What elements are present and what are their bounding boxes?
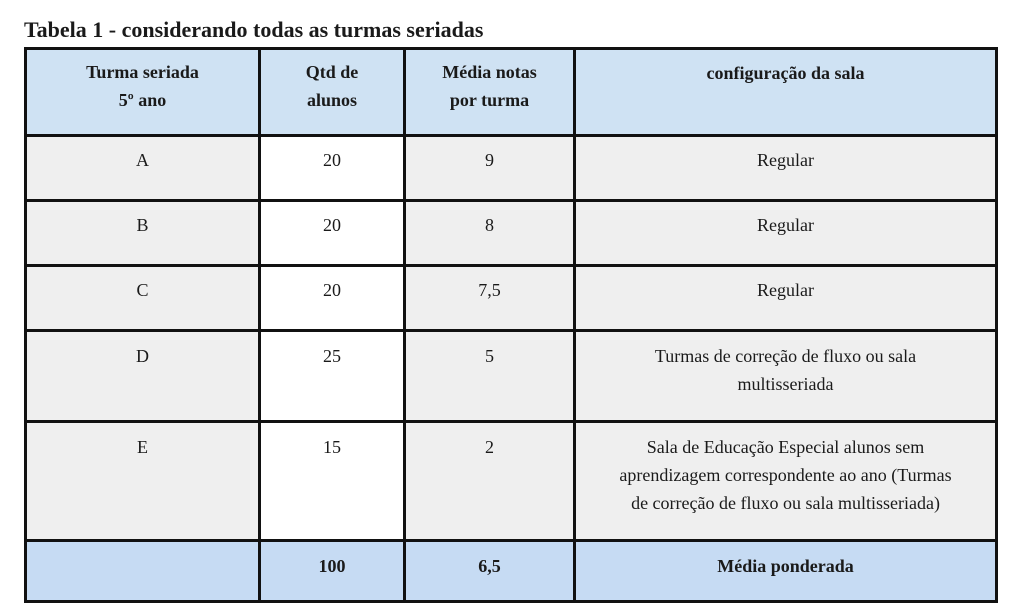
header-media-line2: por turma bbox=[449, 90, 530, 110]
cell-config-line2: multisseriada bbox=[737, 374, 834, 394]
table-caption: Tabela 1 - considerando todas as turmas seriadas bbox=[24, 17, 484, 42]
header-qtd-line1: Qtd de bbox=[305, 62, 359, 82]
cell-config: Regular bbox=[575, 266, 997, 331]
table-row-b bbox=[26, 201, 997, 266]
cell-media: 2 bbox=[405, 422, 575, 541]
cell-config-line2: aprendizagem correspondente ao ano (Turmas bbox=[619, 465, 952, 485]
cell-media: 5 bbox=[405, 331, 575, 422]
cell-qtd: 15 bbox=[260, 422, 405, 541]
table-header-row bbox=[26, 49, 997, 136]
cell-media: 7,5 bbox=[405, 266, 575, 331]
cell-config bbox=[575, 422, 997, 541]
table-row-a bbox=[26, 136, 997, 201]
header-turma-line1: Turma seriada bbox=[86, 62, 199, 82]
cell-qtd: 20 bbox=[260, 136, 405, 201]
cell-media: 9 bbox=[405, 136, 575, 201]
cell-turma: C bbox=[26, 266, 260, 331]
total-qtd: 100 bbox=[260, 541, 405, 602]
cell-config: Regular bbox=[575, 136, 997, 201]
header-configuracao-sala: configuração da sala bbox=[575, 49, 997, 136]
cell-config-line3: de correção de fluxo ou sala multisseriada) bbox=[631, 493, 940, 513]
cell-config-line1: Turmas de correção de fluxo ou sala bbox=[654, 346, 917, 366]
cell-turma: E bbox=[26, 422, 260, 541]
header-media-notas bbox=[405, 49, 575, 136]
total-turma bbox=[26, 541, 260, 602]
total-label: Média ponderada bbox=[575, 541, 997, 602]
cell-config: Regular bbox=[575, 201, 997, 266]
header-media-line1: Média notas bbox=[442, 62, 537, 82]
header-qtd-line2: alunos bbox=[306, 90, 358, 110]
cell-qtd: 25 bbox=[260, 331, 405, 422]
table-total-row bbox=[26, 541, 997, 602]
table-row-e bbox=[26, 422, 997, 541]
total-media: 6,5 bbox=[405, 541, 575, 602]
data-table bbox=[24, 47, 998, 603]
cell-config-line1: Sala de Educação Especial alunos sem bbox=[646, 437, 925, 457]
header-turma-seriada bbox=[26, 49, 260, 136]
header-turma-line2: 5º ano bbox=[118, 90, 167, 110]
cell-qtd: 20 bbox=[260, 266, 405, 331]
cell-media: 8 bbox=[405, 201, 575, 266]
table-row-d bbox=[26, 331, 997, 422]
cell-turma: B bbox=[26, 201, 260, 266]
cell-config bbox=[575, 331, 997, 422]
table-row-c bbox=[26, 266, 997, 331]
cell-turma: D bbox=[26, 331, 260, 422]
header-qtd-alunos bbox=[260, 49, 405, 136]
cell-qtd: 20 bbox=[260, 201, 405, 266]
cell-turma: A bbox=[26, 136, 260, 201]
